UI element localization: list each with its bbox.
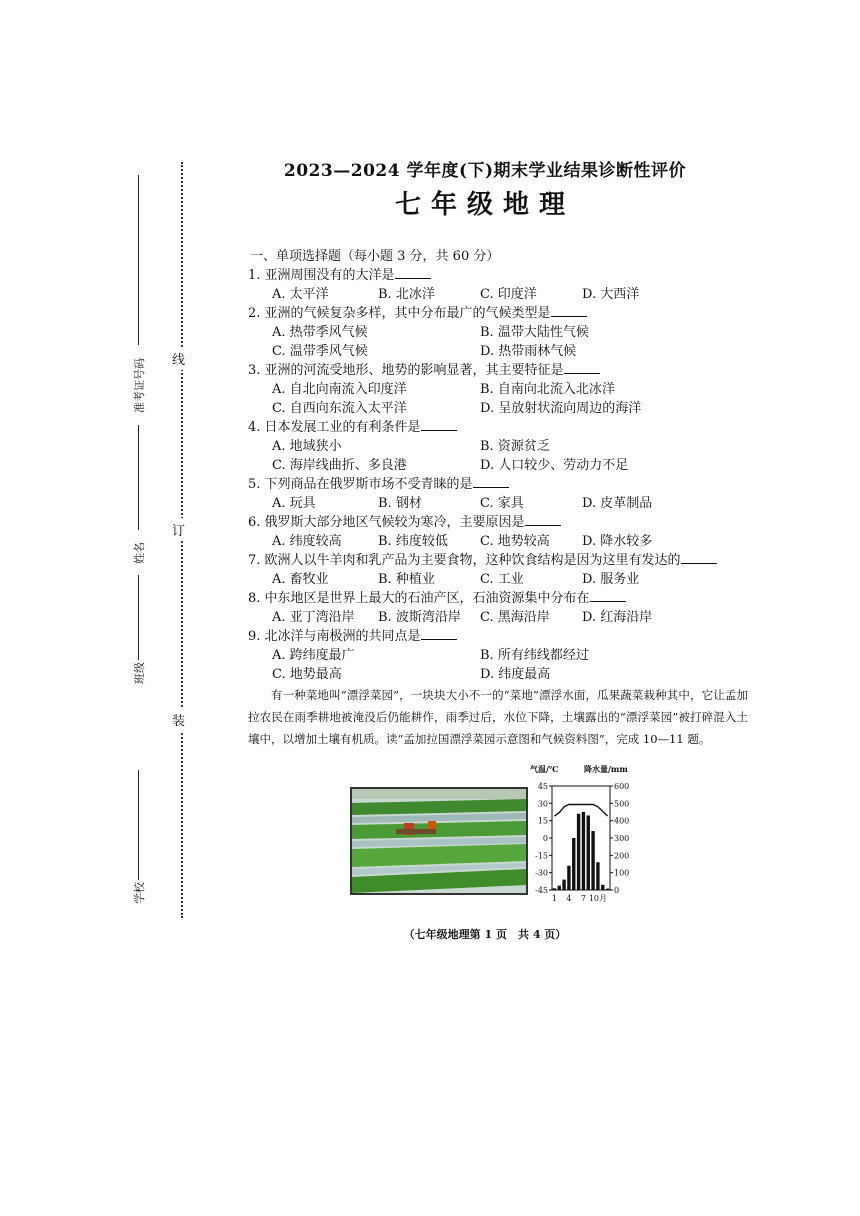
label-name: 姓名 [133, 542, 146, 564]
precipitation-bar [606, 889, 609, 890]
option: A. 跨纬度最广 [272, 648, 355, 663]
option: C. 家具 [480, 496, 524, 511]
question-stem: 4. 日本发展工业的有利条件是 [248, 420, 421, 435]
precipitation-bar [562, 880, 565, 890]
x-tick-label: 7 [580, 894, 586, 903]
exam-title: 2023—2024 学年度(下)期末学业结果诊断性评价 [283, 161, 687, 181]
answer-blank [551, 304, 587, 317]
option: A. 热带季风气候 [272, 325, 368, 340]
reading-passage: 有一种菜地叫“漂浮菜园”，一块块大小不一的“菜地”漂浮水面，瓜果蔬菜栽种其中，它让孟加拉农民在雨季耕地被淹没后仍能耕作，雨季过后，水位下降，土壤露出的“漂浮菜园”被打碎混入土壤中，以增加土壤有机质。读“孟加拉国漂浮菜园示意图和气候资料图”，完成 10—11 题。 [248, 688, 748, 746]
margin-line-exam-number [138, 175, 139, 345]
option: D. 人口较少、劳动力不足 [480, 458, 629, 473]
option: B. 种植业 [378, 572, 435, 587]
right-tick-label: 100 [614, 868, 630, 878]
right-tick-label: 200 [614, 851, 630, 861]
x-tick-label: 4 [566, 894, 572, 903]
option: A. 自北向南流入印度洋 [272, 382, 407, 397]
precipitation-bar [587, 815, 590, 890]
option: B. 钢材 [378, 496, 422, 511]
option: D. 红海沿岸 [582, 610, 653, 625]
margin-line-class [138, 575, 139, 660]
precipitation-bar [601, 885, 604, 890]
option: B. 北冰洋 [378, 287, 435, 302]
option: C. 海岸线曲折、多良港 [272, 458, 407, 473]
question-7 [248, 549, 717, 568]
option: D. 皮革制品 [582, 496, 653, 511]
precipitation-bar [596, 862, 599, 890]
option: B. 温带大陆性气候 [480, 325, 589, 340]
option: A. 太平洋 [272, 287, 329, 302]
question-5 [248, 473, 509, 492]
climate-chart [528, 762, 640, 912]
label-school: 学校 [133, 882, 146, 904]
left-axis-title: 气温/℃ [530, 764, 559, 774]
answer-blank [421, 627, 457, 640]
question-stem: 5. 下列商品在俄罗斯市场不受青睐的是 [248, 477, 473, 492]
option: B. 纬度较低 [378, 534, 448, 549]
question-9 [248, 625, 457, 644]
left-tick-label: 30 [537, 799, 548, 809]
option: C. 地势较高 [480, 534, 550, 549]
question-stem: 6. 俄罗斯大部分地区气候较为寒冷，主要原因是 [248, 515, 525, 530]
answer-blank [681, 551, 717, 564]
option: B. 波斯湾沿岸 [378, 610, 461, 625]
margin-line-school [138, 770, 139, 880]
x-tick-label: 10月 [588, 894, 608, 903]
right-tick-label: 0 [614, 886, 620, 895]
option: A. 玩具 [272, 496, 316, 511]
page-footer: （七年级地理第 1 页 共 4 页） [403, 928, 567, 941]
question-8 [248, 587, 626, 606]
question-stem: 1. 亚洲周围没有的大洋是 [248, 268, 395, 283]
margin-line-name [138, 425, 139, 530]
option: D. 大西洋 [582, 287, 640, 302]
option: D. 热带雨林气候 [480, 344, 577, 359]
option: A. 畜牧业 [272, 572, 329, 587]
floating-garden-photo [350, 787, 528, 895]
option: D. 呈放射状流向周边的海洋 [480, 401, 642, 416]
right-tick-label: 600 [614, 782, 630, 791]
option: C. 黑海沿岸 [480, 610, 550, 625]
label-exam-number: 准考证号码 [133, 358, 146, 413]
answer-blank [473, 475, 509, 488]
option: A. 地域狭小 [272, 439, 342, 454]
exam-subject-title: 七年级地理 [394, 190, 575, 220]
temperature-line [554, 804, 607, 816]
option: A. 纬度较高 [272, 534, 342, 549]
option: C. 温带季风气候 [272, 344, 368, 359]
precipitation-bar [572, 838, 575, 890]
option: A. 亚丁湾沿岸 [272, 610, 355, 625]
option: D. 纬度最高 [480, 667, 551, 682]
plot-frame [552, 786, 610, 890]
right-axis-title: 降水量/mm [584, 764, 628, 774]
question-4 [248, 416, 457, 435]
precipitation-bar [577, 814, 580, 890]
precipitation-bar [567, 866, 570, 890]
precipitation-bar [582, 812, 585, 890]
precipitation-bar [553, 888, 556, 890]
right-tick-label: 400 [614, 816, 630, 826]
question-stem: 9. 北冰洋与南极洲的共同点是 [248, 629, 421, 644]
answer-blank [564, 361, 600, 374]
option: D. 降水较多 [582, 534, 653, 549]
question-stem: 2. 亚洲的气候复杂多样，其中分布最广的气候类型是 [248, 306, 551, 321]
section-heading: 一、单项选择题（每小题 3 分，共 60 分） [250, 249, 500, 264]
option: C. 自西向东流入太平洋 [272, 401, 407, 416]
option: C. 印度洋 [480, 287, 537, 302]
question-stem: 3. 亚洲的河流受地形、地势的影响显著，其主要特征是 [248, 363, 564, 378]
option: B. 资源贫乏 [480, 439, 550, 454]
question-stem: 8. 中东地区是世界上最大的石油产区，石油资源集中分布在 [248, 591, 590, 606]
left-tick-label: 0 [542, 834, 548, 843]
left-tick-label: 15 [537, 816, 548, 826]
answer-blank [395, 266, 431, 279]
label-class: 班级 [133, 662, 146, 684]
precipitation-bar [558, 886, 561, 890]
right-tick-label: 300 [614, 834, 630, 843]
right-tick-label: 500 [614, 799, 630, 809]
left-tick-label: 45 [537, 782, 548, 791]
seal-word-bind: 订 [172, 518, 185, 541]
x-tick-label: 1 [551, 894, 557, 903]
option: D. 服务业 [582, 572, 640, 587]
option: C. 工业 [480, 572, 524, 587]
answer-blank [590, 589, 626, 602]
question-1 [248, 264, 431, 283]
answer-blank [525, 513, 561, 526]
question-3 [248, 359, 600, 378]
seal-word-mount: 装 [172, 708, 185, 731]
question-stem: 7. 欧洲人以牛羊肉和乳产品为主要食物，这种饮食结构是因为这里有发达的 [248, 553, 681, 568]
left-tick-label: -45 [535, 886, 548, 895]
left-tick-label: -30 [535, 868, 548, 878]
question-2 [248, 302, 587, 321]
question-6 [248, 511, 561, 530]
option: C. 地势最高 [272, 667, 342, 682]
seal-word-line: 线 [172, 347, 185, 370]
precipitation-bar [591, 831, 594, 890]
left-tick-label: -15 [535, 851, 548, 861]
answer-blank [421, 418, 457, 431]
option: B. 自南向北流入北冰洋 [480, 382, 615, 397]
option: B. 所有纬线都经过 [480, 648, 589, 663]
